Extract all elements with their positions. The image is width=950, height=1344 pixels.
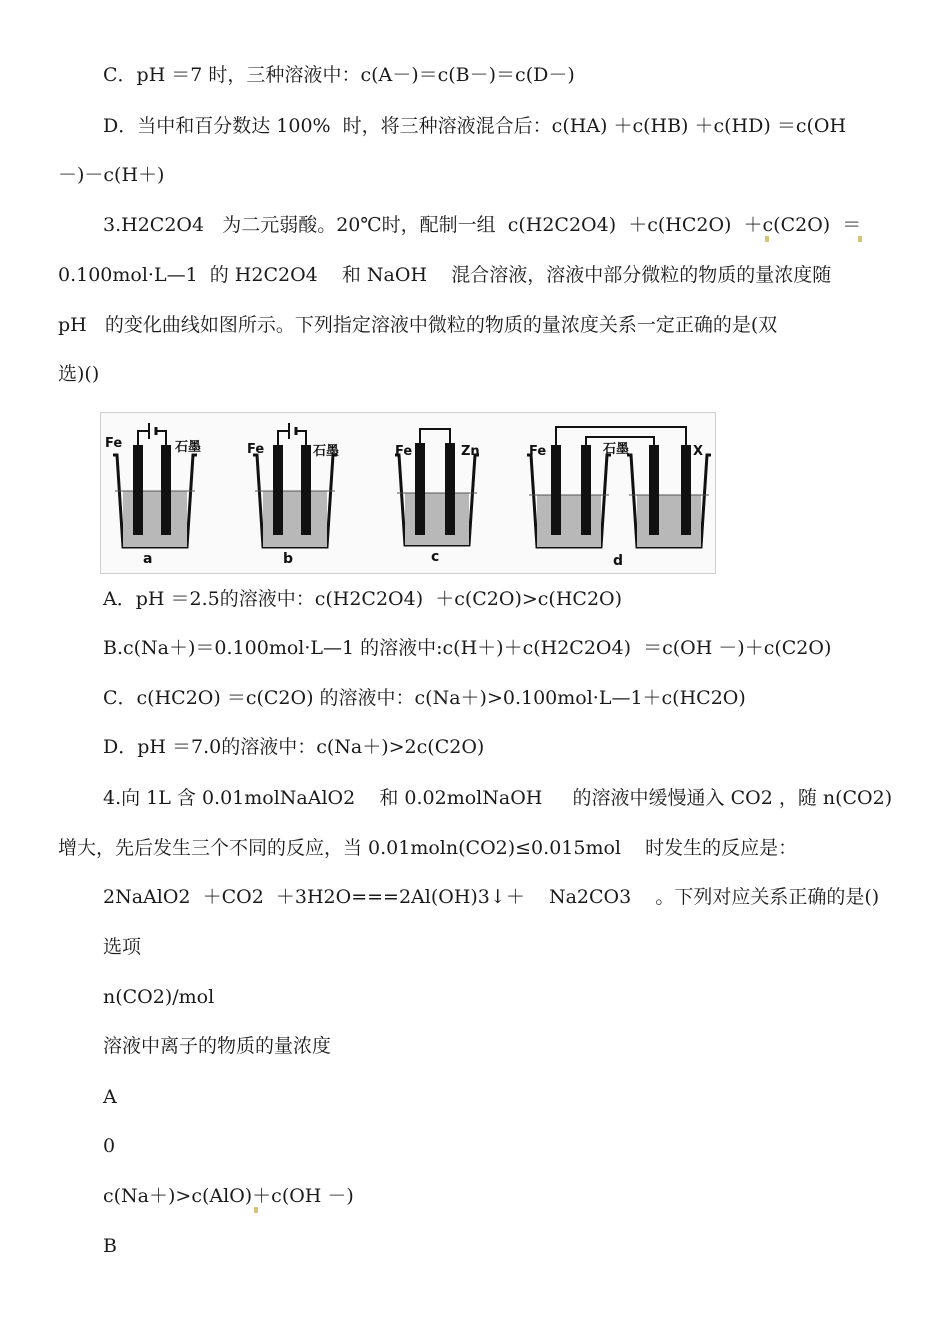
caption-d: d <box>613 553 624 569</box>
label-d-left: Fe <box>529 444 547 459</box>
caption-c: c <box>431 549 440 565</box>
label-c-right: Zn <box>461 444 480 459</box>
option-d-q2: D．当中和百分数达 100% 时，将三种溶液混合后：c(HA) ＋c(HB) ＋c(HD) ＝c(OH <box>103 115 847 137</box>
table-header-option: 选项 <box>103 936 142 958</box>
scan-mark <box>858 236 862 242</box>
question-3-stem-2: 0.100mol·L—1 的 H2C2O4 和 NaOH 混合溶液，溶液中部分微粒的物质的量浓度随 <box>58 264 832 286</box>
beaker-b <box>247 423 339 567</box>
scan-mark <box>765 236 769 242</box>
label-b-right: 石墨 <box>313 444 340 459</box>
label-d-right: X <box>693 444 704 459</box>
label-c-left: Fe <box>395 444 413 459</box>
question-4-equation: 2NaAlO2 ＋CO2 ＋3H2O===2Al(OH)3↓＋ Na2CO3 。下列对应关系正确的是() <box>103 886 880 908</box>
table-header-concentration: 溶液中离子的物质的量浓度 <box>103 1035 332 1057</box>
option-c-q2: C．pH ＝7 时，三种溶液中：c(A－)＝c(B－)＝c(D－) <box>103 64 575 86</box>
question-4-stem: 4.向 1L 含 0.01molNaAlO2 和 0.02molNaOH 的溶液中缓慢通入 CO2 ，随 n(CO2) <box>103 787 893 809</box>
electrolysis-figure <box>100 412 716 574</box>
beaker-a <box>105 423 201 567</box>
table-row-a-nco2: 0 <box>103 1135 116 1157</box>
option-d-q2-cont: －)－c(H＋) <box>58 164 165 186</box>
table-row-a-label: A <box>103 1086 117 1108</box>
table-row-a-relation: c(Na＋)>c(AlO)＋c(OH －) <box>103 1185 354 1207</box>
question-3-stem-3: pH 的变化曲线如图所示。下列指定溶液中微粒的物质的量浓度关系一定正确的是(双 <box>58 314 778 336</box>
question-4-stem-2: 增大，先后发生三个不同的反应，当 0.01moln(CO2)≤0.015mol 时发生的反应是： <box>58 837 798 859</box>
caption-b: b <box>283 551 294 567</box>
question-3-stem-4: 选)() <box>58 363 100 385</box>
question-3-stem: 3.H2C2O4 为二元弱酸。20℃时，配制一组 c(H2C2O4) ＋c(HC2O) ＋c(C2O) ＝ <box>103 214 862 236</box>
option-a-q3: A．pH ＝2.5的溶液中：c(H2C2O4) ＋c(C2O)>c(HC2O) <box>103 588 623 610</box>
label-b-left: Fe <box>247 442 265 457</box>
beaker-c <box>395 429 480 565</box>
label-a-right: 石墨 <box>175 440 202 455</box>
scan-mark <box>254 1207 258 1213</box>
table-header-nco2: n(CO2)/mol <box>103 986 215 1008</box>
label-d-mid: 石墨 <box>603 442 630 457</box>
option-c-q3: C．c(HC2O) ＝c(C2O) 的溶液中：c(Na＋)>0.100mol·L—1＋c(HC2O) <box>103 687 746 709</box>
option-d-q3: D．pH ＝7.0的溶液中：c(Na＋)>2c(C2O) <box>103 736 485 758</box>
table-row-b-label: B <box>103 1235 117 1257</box>
option-b-q3: B.c(Na＋)＝0.100mol·L—1 的溶液中:c(H＋)＋c(H2C2O4) ＝c(OH －)＋c(C2O) <box>103 637 832 659</box>
caption-a: a <box>143 551 153 567</box>
beaker-d <box>527 427 711 569</box>
label-a-left: Fe <box>105 436 123 451</box>
